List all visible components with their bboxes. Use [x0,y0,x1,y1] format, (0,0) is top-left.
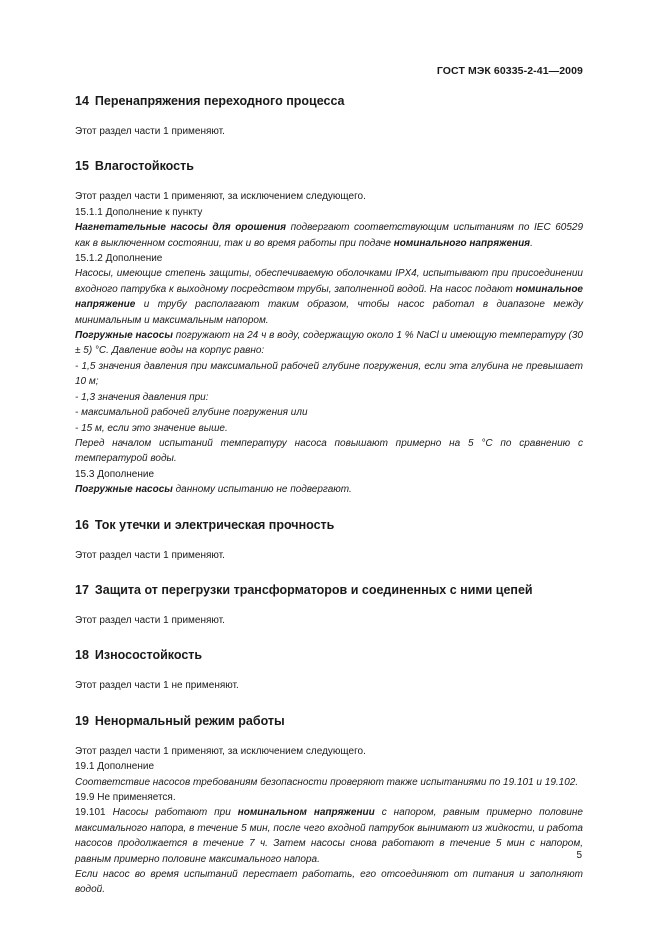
clause-15-1-2: 15.1.2 Дополнение [75,253,163,265]
clause-15-1-1: 15.1.1 Дополнение к пункту [75,206,203,218]
section-text-14: Этот раздел части 1 применяют. [75,126,225,137]
paragraph-15-3: Погружные насосы погружают на 24 ч в воду, содержащую около 1 % NaCl и имеющую температуру (30 ± 5) °С. Давление воды на корпус равно: [75,330,583,357]
section-heading-15: 15 Влагостойкость [75,159,194,174]
list-item: - 1,3 значения давления при: [75,391,209,403]
paragraph-19-3: Если насос во время испытаний перестает работать, его отсоединяют от питания и заполняют водой. [75,869,583,896]
list-item: - 1,5 значения давления при максимальной рабочей глубине погружения, если эта глубина не превышает 10 м; [75,360,583,388]
paragraph-15-5: Погружные насосы данному испытанию не подвергают. [75,484,352,496]
paragraph-19-1: Соответствие насосов требованиям безопасности проверяют также испытаниями по 19.101 и 19.102. [75,776,579,788]
document-body [75,93,583,898]
list-item: - максимальной рабочей глубине погружения или [75,407,308,419]
paragraph-15-1: Нагнетательные насосы для орошения подвергают соответствующим испытаниям по IEC 60529 как в выключенном состоянии, так и во время работы при подаче номинального напряжения. [75,222,584,249]
clause-19-9: 19.9 Не применяется. [75,791,176,803]
paragraph-19-101: 19.101 Насосы работают при номинальном напряжении с напором, равным примерно половине максимального напора, в течение 5 мин, после чего входной патрубок вынимают из жидкости, и работа насосов продолжается в течение 7 ч. Затем насосы снова работают в течение 5 мин с напором, равным примерно половине максимального напора. [75,807,583,865]
section-heading-17: 17 Защита от перегрузки трансформаторов и соединенных с ними цепей [75,582,533,597]
section-intro-19: Этот раздел части 1 применяют, за исключением следующего. [75,745,366,757]
paragraph-15-4: Перед началом испытаний температуру насоса повышают примерно на 5 °С по сравнению с температурой воды. [75,437,583,465]
section-heading-19: 19 Ненормальный режим работы [75,713,285,728]
section-text-18: Этот раздел части 1 не применяют. [75,680,239,692]
section-intro-15: Этот раздел части 1 применяют, за исключением следующего. [75,191,366,203]
document-header: ГОСТ МЭК 60335-2-41—2009 [436,65,583,77]
page-number: 5 [576,850,582,861]
section-text-16: Этот раздел части 1 применяют. [75,549,225,561]
clause-19-1: 19.1 Дополнение [75,761,155,773]
section-heading-14: 14 Перенапряжения переходного процесса [75,94,345,108]
section-text-17: Этот раздел части 1 применяют. [75,614,225,626]
paragraph-15-2: Насосы, имеющие степень защиты, обеспечиваемую оболочками IPX4, испытывают при присоединении входного патрубка к выходному посредством трубы, заполненной водой. На насос подают номинальное напряжение и трубу располагают таким образом, чтобы насос работал в диапазоне между минимальным и максимальным напором. [75,268,583,326]
clause-15-3: 15.3 Дополнение [75,468,155,480]
section-heading-16: 16 Ток утечки и электрическая прочность [75,517,335,532]
list-item: - 15 м, если это значение выше. [75,422,228,434]
section-heading-18: 18 Износостойкость [75,648,203,663]
